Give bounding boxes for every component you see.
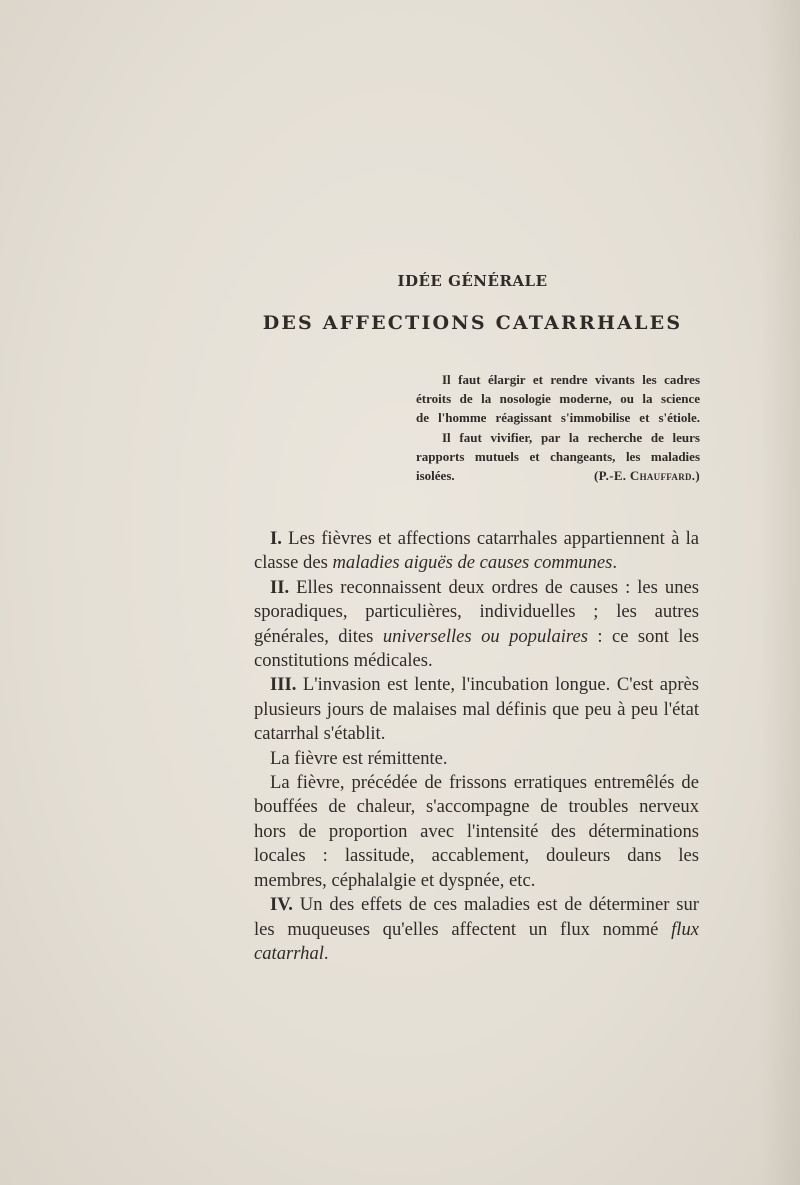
epigraph-line: rapports mutuels et changeants, les maladies (416, 448, 700, 464)
paragraph-emphasis: universelles ou populaires (382, 625, 588, 647)
epigraph-line: Il faut élargir et rendre vivants les cadres (442, 372, 700, 387)
paragraph-number: II. (270, 576, 290, 598)
paragraph-text-end: : ce sont les constitutions médicales. (254, 625, 699, 672)
epigraph (416, 370, 700, 485)
epigraph-line: Il faut vivifier, par la recherche de leurs (442, 429, 700, 445)
paragraph-3 (254, 673, 699, 746)
paragraph-6 (254, 893, 699, 966)
paragraph-1 (254, 527, 699, 576)
paragraph-number: I. (270, 528, 282, 549)
paragraph-text: Les fièvres et affections catarrhales appartiennent à la classe des (254, 528, 699, 574)
paragraph-emphasis: maladies aiguës de causes communes (332, 552, 613, 574)
heading-line-2: DES AFFECTIONS CATARRHALES (262, 312, 683, 334)
paragraph-text: La fièvre, précédée de frissons erratiques entremêlés de bouffées de chaleur, s'accompagne de troubles nerveux hors de proportion avec l'intensité des déterminations locales : lassitude, accablement, douleurs dans les membres, céphalalgie et dyspnée, etc. (254, 772, 699, 891)
paragraph-number: IV. (270, 894, 293, 916)
epigraph-line: étroits de la nosologie moderne, ou la science (416, 391, 700, 407)
epigraph-line: de l'homme réagissant s'immobilise et s'étiole. (416, 410, 700, 426)
paragraph-2 (254, 576, 699, 674)
paragraph-text: Elles reconnaissent deux ordres de causes : les unes sporadiques, particulières, individuelles ; les autres générales, dites (254, 576, 699, 647)
paragraph-text: La fièvre est rémittente. (270, 747, 448, 769)
paragraph-emphasis: flux catarrhal (254, 918, 699, 964)
paragraph-number: III. (270, 674, 297, 696)
paragraph-5 (254, 771, 699, 893)
epigraph-last-line (416, 466, 700, 485)
paragraph-text-end: . (612, 552, 618, 574)
epigraph-line: isolées. (416, 468, 455, 484)
paragraph-4 (254, 747, 699, 771)
epigraph-signature: (P.-E. Chauffard.) (593, 468, 700, 484)
paragraph-text-end: . (323, 942, 329, 964)
paragraph-text: Un des effets de ces maladies est de déterminer sur les muqueuses qu'elles affectent un flux nommé (254, 894, 699, 940)
body-text (254, 527, 699, 966)
paragraph-text: L'invasion est lente, l'incubation longue. C'est après plusieurs jours de malaises mal définis que peu à peu l'état catarrhal s'établit. (254, 674, 699, 745)
heading-line-1: IDÉE GÉNÉRALE (397, 272, 548, 290)
